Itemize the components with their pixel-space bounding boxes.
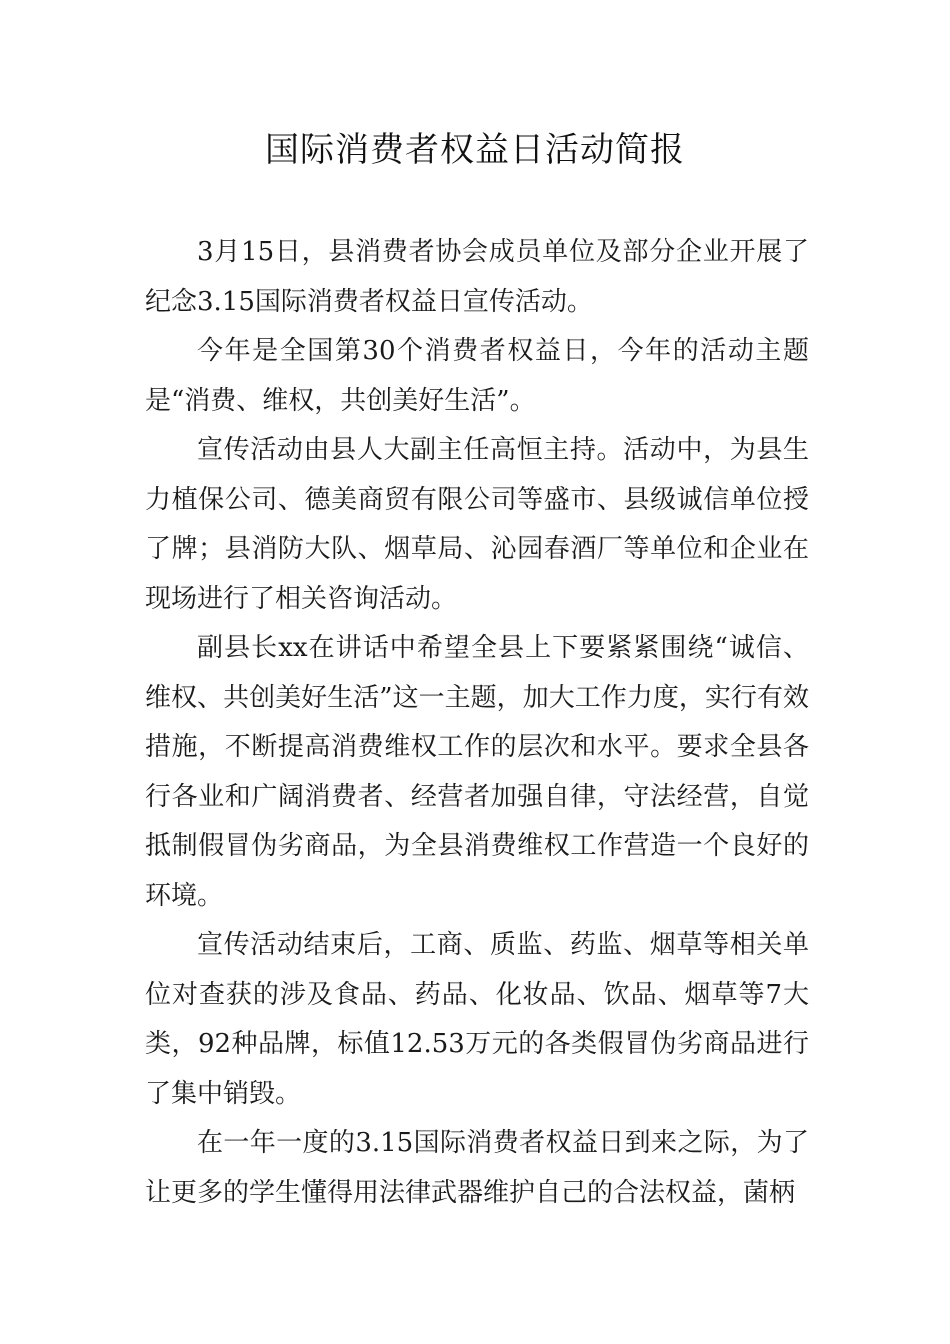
paragraph-6: 在一年一度的3.15国际消费者权益日到来之际，为了让更多的学生懂得用法律武器维护自己的合法权益，菌柄	[145, 1128, 809, 1208]
paragraph-5: 宣传活动结束后，工商、质监、药监、烟草等相关单位对查获的涉及食品、药品、化妆品、饮品、烟草等7大类，92种品牌，标值12.53万元的各类假冒伪劣商品进行了集中销毁。	[145, 930, 809, 1109]
paragraph-4: 副县长xx在讲话中希望全县上下要紧紧围绕“诚信、维权、共创美好生活”这一主题，加大工作力度，实行有效措施，不断提高消费维权工作的层次和水平。要求全县各行各业和广阔消费者、经营者加强自律，守法经营，自觉抵制假冒伪劣商品，为全县消费维权工作营造一个良好的环境。	[145, 633, 809, 911]
paragraph-1: 3月15日，县消费者协会成员单位及部分企业开展了纪念3.15国际消费者权益日宣传活动。	[145, 237, 809, 317]
paragraph-2: 今年是全国第30个消费者权益日，今年的活动主题是“消费、维权，共创美好生活”。	[145, 336, 809, 416]
paragraph-3: 宣传活动由县人大副主任高恒主持。活动中，为县生力植保公司、德美商贸有限公司等盛市、县级诚信单位授了牌；县消防大队、烟草局、沁园春酒厂等单位和企业在现场进行了相关咨询活动。	[145, 435, 809, 614]
document-body	[145, 228, 809, 1218]
document-title: 国际消费者权益日活动简报	[265, 130, 685, 170]
